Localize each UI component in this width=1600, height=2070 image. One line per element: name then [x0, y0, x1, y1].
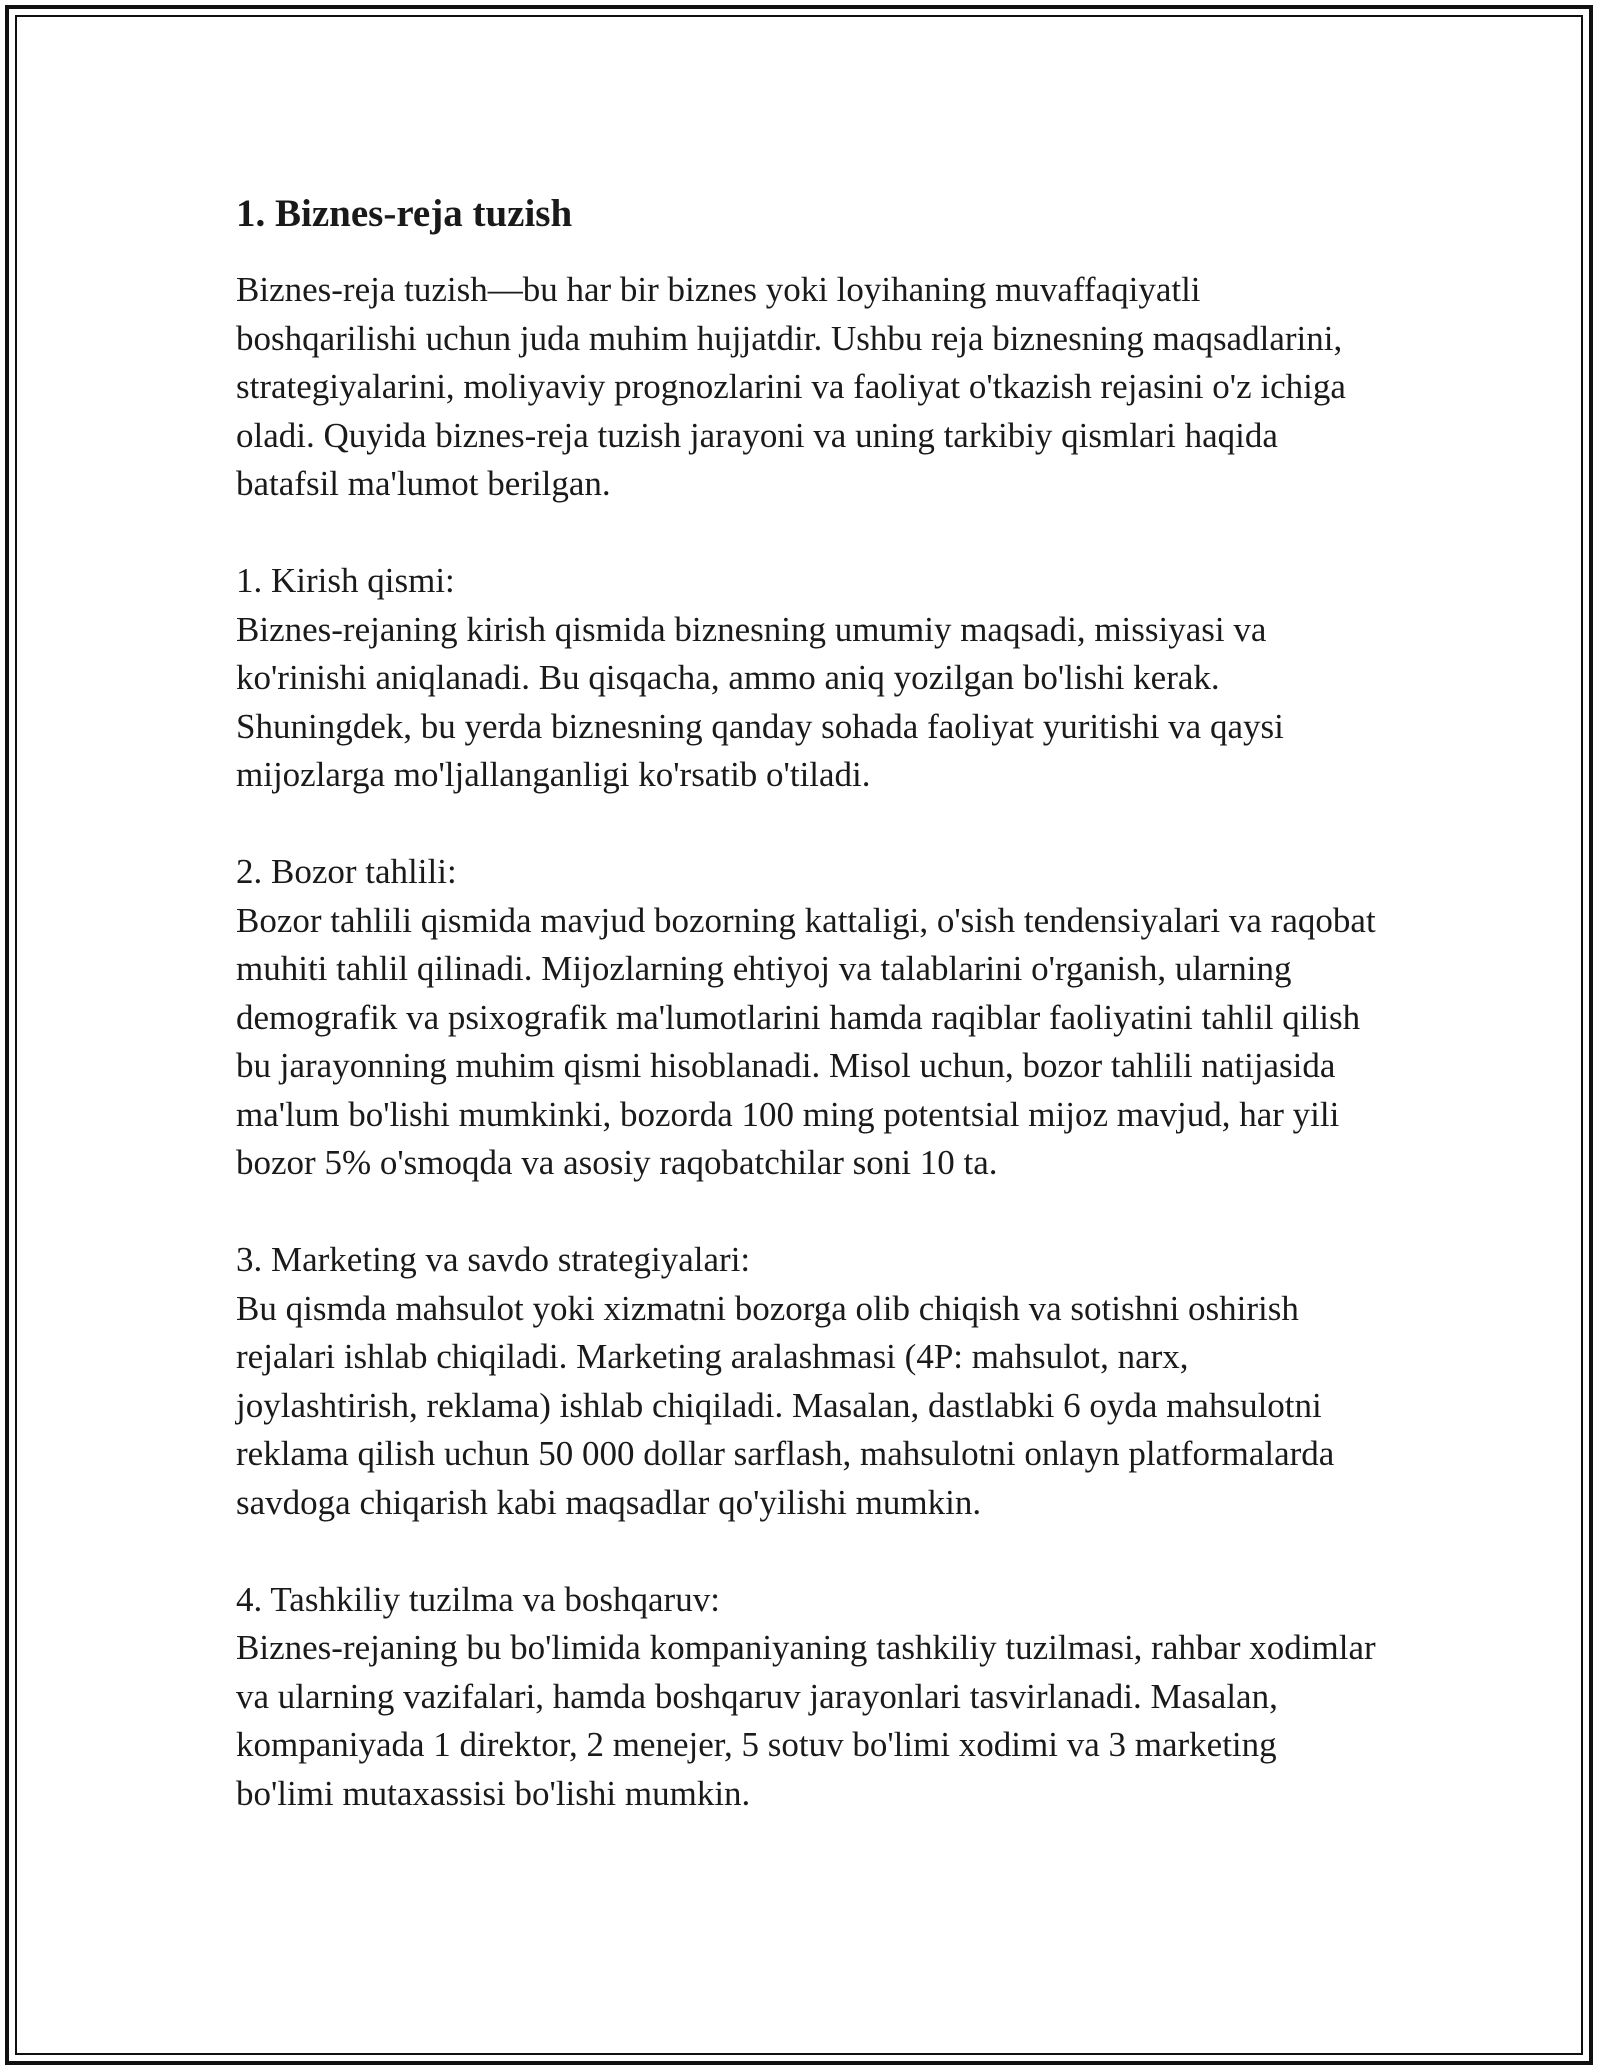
- section-kirish: [236, 557, 1376, 800]
- section-heading: 3. Marketing va savdo strategiyalari:: [236, 1240, 751, 1279]
- section-tashkiliy-tuzilma: [236, 1576, 1376, 1819]
- section-marketing: [236, 1236, 1376, 1527]
- section-paragraph: Biznes-rejaning kirish qismida biznesning umumiy maqsadi, missiyasi va ko'rinishi aniqlanadi. Bu qisqacha, ammo aniq yozilgan bo'lishi kerak. Shuningdek, bu yerda biznesning qanday sohada faoliyat yuritishi va qaysi mijozlarga mo'ljallanganligi ko'rsatib o'tiladi.: [236, 609, 1284, 794]
- section-paragraph: Bozor tahlili qismida mavjud bozorning kattaligi, o'sish tendensiyalari va raqobat muhiti tahlil qilinadi. Mijozlarning ehtiyoj va talablarini o'rganish, ularning demografik va psixografik ma'lumotlarini hamda raqiblar faoliyatini tahlil qilish bu jarayonning muhim qismi hisoblanadi. Misol uchun, bozor tahlili natijasida ma'lum bo'lishi mumkinki, bozorda 100 ming potentsial mijoz mavjud, har yili bozor 5% o'smoqda va asosiy raqobatchilar soni 10 ta.: [236, 900, 1376, 1182]
- section-heading: 2. Bozor tahlili:: [236, 852, 457, 891]
- section-paragraph: Biznes-rejaning bu bo'limida kompaniyaning tashkiliy tuzilmasi, rahbar xodimlar va ularning vazifalari, hamda boshqaruv jarayonlari tasvirlanadi. Masalan, kompaniyada 1 direktor, 2 menejer, 5 sotuv bo'limi xodimi va 3 marketing bo'limi mutaxassisi bo'lishi mumkin.: [236, 1628, 1376, 1813]
- document-title: 1. Biznes-reja tuzish: [236, 192, 573, 235]
- section-heading: 4. Tashkiliy tuzilma va boshqaruv:: [236, 1579, 720, 1619]
- document-body: [236, 188, 1376, 1818]
- intro-paragraph: Biznes-reja tuzish—bu har bir biznes yoki loyihaning muvaffaqiyatli boshqarilishi uchun juda muhim hujjatdir. Ushbu reja biznesning maqsadlarini, strategiyalarini, moliyaviy prognozlarini va faoliyat o'tkazish rejasini o'z ichiga oladi. Quyida biznes-reja tuzish jarayoni va uning tarkibiy qismlari haqida batafsil ma'lumot berilgan.: [236, 270, 1346, 503]
- section-paragraph: Bu qismda mahsulot yoki xizmatni bozorga olib chiqish va sotishni oshirish rejalari ishlab chiqiladi. Marketing aralashmasi (4P: mahsulot, narx, joylashtirish, reklama) ishlab chiqiladi. Masalan, dastlabki 6 oyda mahsulotni reklama qilish uchun 50 000 dollar sarflash, mahsulotni onlayn platformalarda savdoga chiqarish kabi maqsadlar qo'yilishi mumkin.: [236, 1288, 1335, 1522]
- section-heading: 1. Kirish qismi:: [236, 561, 455, 600]
- section-bozor-tahlili: [236, 848, 1376, 1188]
